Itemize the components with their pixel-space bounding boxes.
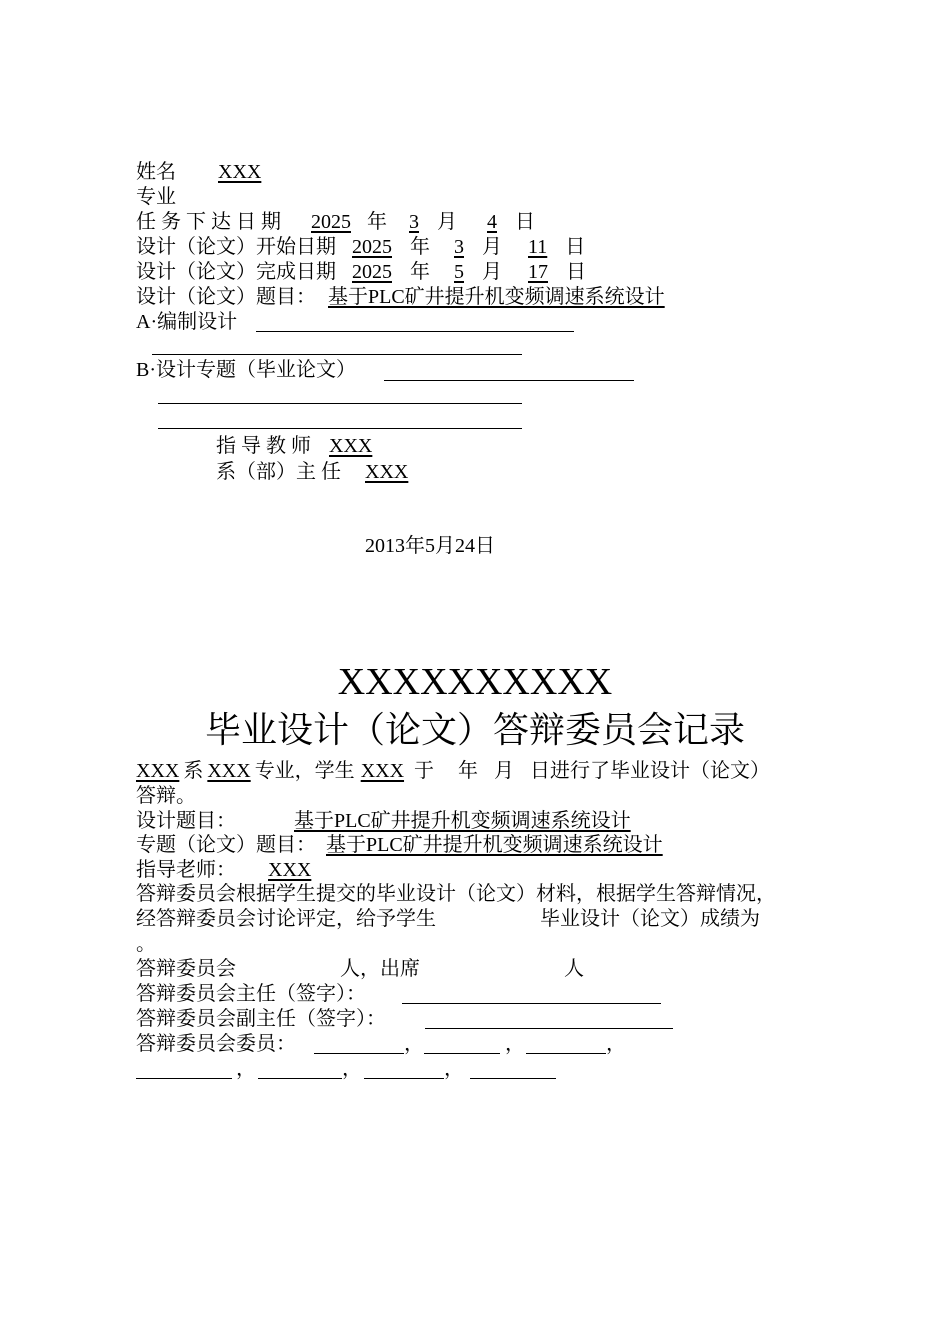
evaluation-line-1: 答辩委员会根据学生提交的毕业设计（论文）材料，根据学生答辩情况，: [136, 883, 776, 905]
record-advisor-value: XXX: [268, 859, 312, 881]
member-blank-5: [258, 1078, 342, 1079]
topic-line: [136, 285, 765, 309]
month-char: 月: [482, 236, 502, 258]
evaluation-prefix: 经答辩委员会讨论评定，给予学生: [136, 908, 436, 930]
start-month: 3: [454, 236, 464, 258]
finish-date-label: 设计（论文）完成日期: [136, 261, 336, 283]
topic-label: 设计（论文）题目：: [136, 286, 316, 308]
evaluation-line-3: 。: [136, 933, 156, 955]
dept-head-value: XXX: [365, 461, 409, 483]
university-title: XXXXXXXXXX: [337, 661, 613, 703]
advisor-label: 指 导 教 师: [216, 435, 311, 457]
assign-year: 2025: [311, 211, 351, 233]
member-comma-5: ，: [342, 1058, 362, 1080]
name-value: XXX: [218, 161, 262, 183]
defense-month-blank: [478, 760, 494, 782]
start-date-label: 设计（论文）开始日期: [136, 236, 336, 258]
defense-year-blank: [434, 760, 458, 782]
year-char: 年: [458, 760, 479, 782]
day-char: 日: [515, 211, 535, 233]
evaluation-line-2: [136, 907, 760, 931]
name-label: 姓名: [136, 161, 176, 183]
advisor-line: [216, 434, 398, 458]
member-blank-6: [364, 1078, 444, 1079]
month-char: 月: [494, 760, 515, 782]
record-topic-line: [136, 809, 749, 833]
dept-head-label: 系（部）主 任: [216, 461, 341, 483]
defense-day-blank: [514, 760, 530, 782]
vice-chair-line: [136, 1007, 386, 1031]
student-value: XXX: [360, 760, 405, 782]
issue-date: 2013年5月24日: [365, 535, 495, 557]
start-day: 11: [528, 236, 548, 258]
record-title: 毕业设计（论文）答辩委员会记录: [204, 710, 745, 750]
chair-line: [136, 982, 366, 1006]
finish-date-line: [136, 260, 586, 284]
record-special-line: [136, 833, 663, 857]
name-line: [136, 160, 293, 184]
record-advisor-line: [136, 858, 353, 882]
assign-month: 3: [409, 211, 419, 233]
record-intro-line: [136, 759, 770, 783]
record-topic-label: 设计题目：: [136, 810, 236, 832]
record-advisor-label: 指导老师：: [136, 859, 236, 881]
day-char: 日: [566, 261, 586, 283]
assign-date-label: 任 务 下 达 日 期: [136, 211, 281, 233]
committee-count-line: [136, 957, 584, 981]
advisor-value: XXX: [329, 435, 373, 457]
day-char: 日: [565, 236, 586, 258]
major-label: 专业: [136, 186, 176, 208]
defense-line: 答辩。: [136, 785, 196, 807]
record-special-label: 专题（论文）题目：: [136, 834, 316, 856]
year-char: 年: [410, 236, 430, 258]
special-topic-blank: [384, 380, 634, 381]
members-label: 答辩委员会委员：: [136, 1033, 296, 1055]
special-topic-blank-3: [158, 428, 522, 429]
major-line: [136, 185, 206, 209]
compile-design-line: [136, 310, 237, 334]
member-blank-3: [526, 1053, 606, 1054]
start-date-line: [136, 235, 585, 259]
year-char: 年: [367, 211, 387, 233]
compile-design-blank-2: [152, 354, 522, 355]
attend-count-blank: [420, 958, 564, 980]
dept-head-line: [216, 460, 412, 484]
major-value: [176, 186, 206, 208]
member-comma-1: ，: [404, 1033, 424, 1055]
month-char: 月: [437, 211, 457, 233]
month-char: 月: [482, 261, 502, 283]
major-char: 专业，学生: [254, 760, 355, 782]
member-comma-4: ，: [236, 1058, 256, 1080]
record-topic-value: 基于PLC矿井提升机变频调速系统设计: [294, 810, 631, 832]
member-blank-2: [424, 1053, 500, 1054]
attend-label: 人，出席: [340, 958, 420, 980]
vice-chair-label: 答辩委员会副主任（签字）：: [136, 1008, 386, 1030]
special-topic-label: B·设计专题（毕业论文）: [136, 359, 356, 381]
assign-day: 4: [487, 211, 497, 233]
topic-value: 基于PLC矿井提升机变频调速系统设计: [328, 286, 665, 308]
record-major-value: XXX: [207, 760, 251, 782]
record-special-value: 基于PLC矿井提升机变频调速系统设计: [326, 834, 663, 856]
compile-design-label: A·编制设计: [136, 311, 238, 333]
student-blank: [436, 908, 540, 930]
finish-year: 2025: [352, 261, 392, 283]
committee-count-blank: [236, 958, 340, 980]
evaluation-suffix: 毕业设计（论文）成绩为: [540, 908, 760, 930]
start-year: 2025: [352, 236, 392, 258]
assign-date-line: [136, 210, 535, 234]
committee-label: 答辩委员会: [136, 958, 236, 980]
member-blank-1: [314, 1053, 404, 1054]
person-end: 人: [564, 958, 584, 980]
members-line: [136, 1032, 296, 1056]
chair-signature-blank: [402, 1003, 661, 1004]
member-comma-2: ，: [505, 1033, 525, 1055]
compile-design-blank: [256, 331, 574, 332]
special-topic-blank-2: [158, 403, 522, 404]
member-blank-4: [136, 1078, 232, 1079]
chair-label: 答辩委员会主任（签字）：: [136, 983, 366, 1005]
member-comma-6: ，: [444, 1058, 464, 1080]
dept-char: 系: [183, 760, 204, 782]
finish-month: 5: [454, 261, 464, 283]
year-char: 年: [410, 261, 430, 283]
member-blank-7: [470, 1078, 556, 1079]
special-topic-line: [136, 358, 356, 382]
finish-day: 17: [528, 261, 548, 283]
at-char: 于: [414, 760, 435, 782]
dept-value: XXX: [136, 760, 180, 782]
intro-tail: 日进行了毕业设计（论文）: [530, 760, 771, 782]
member-comma-3: ，: [606, 1033, 626, 1055]
vice-chair-signature-blank: [425, 1028, 673, 1029]
